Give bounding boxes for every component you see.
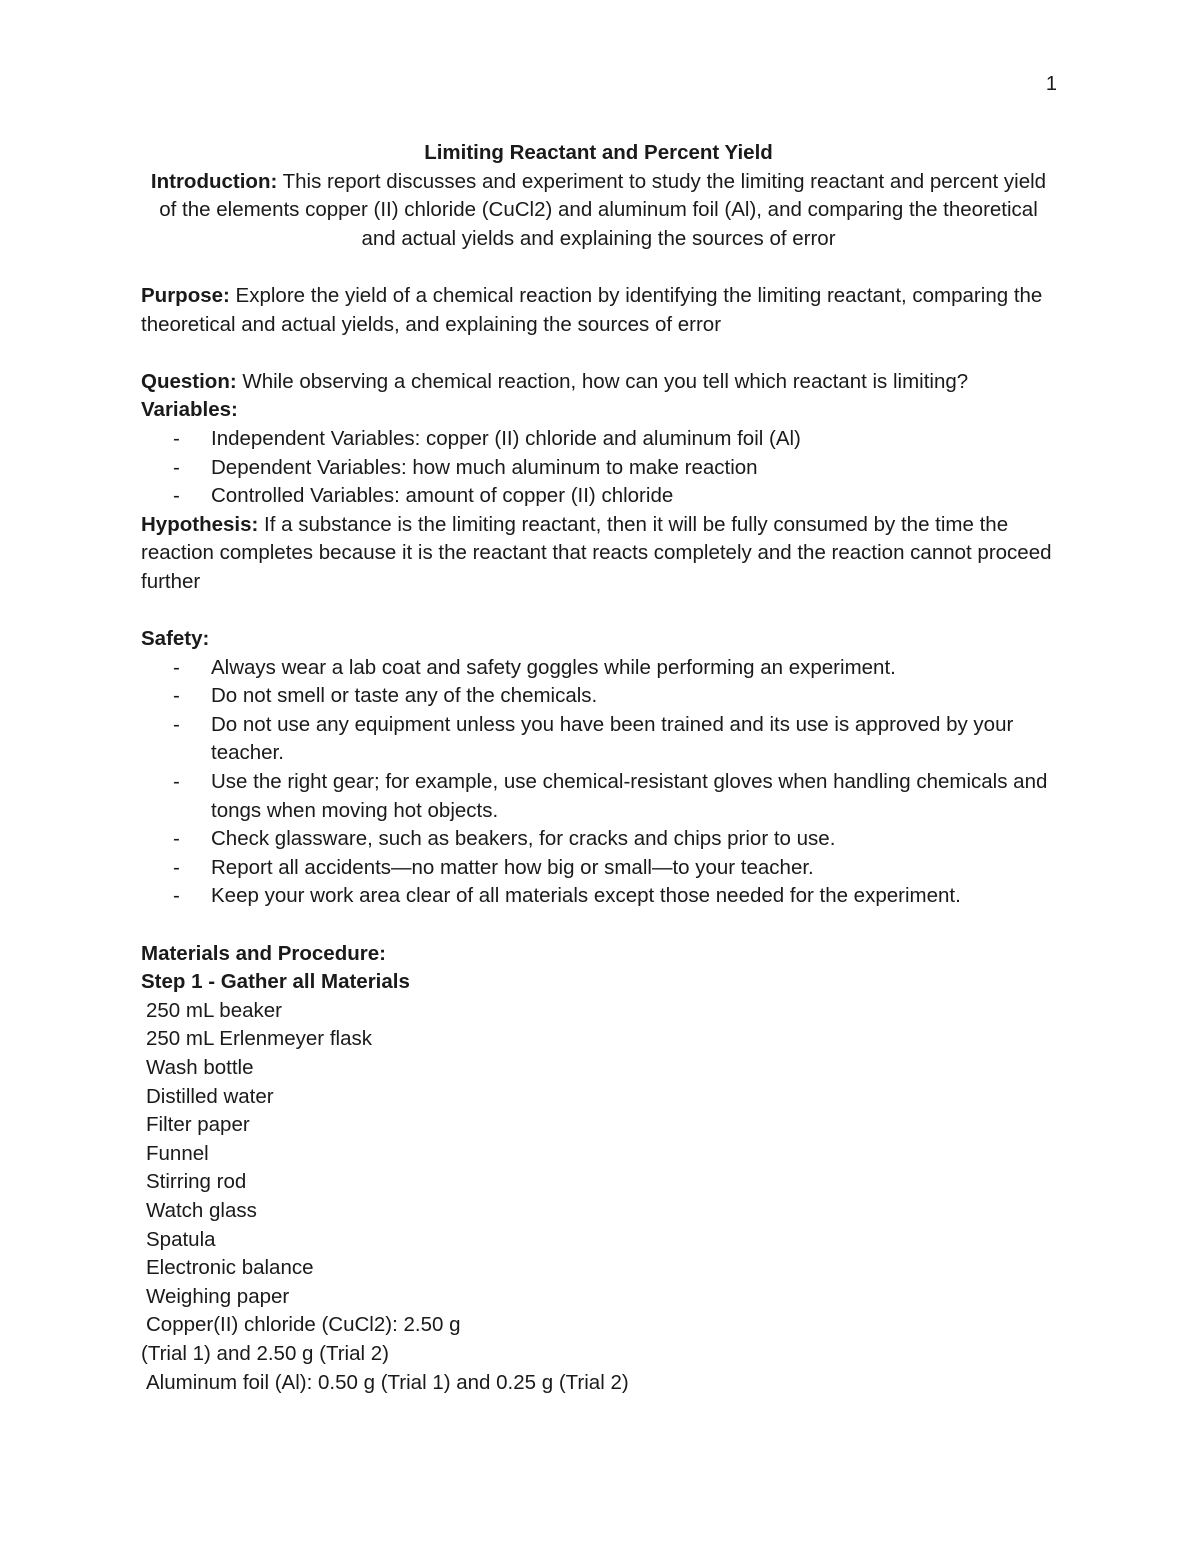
hypothesis-paragraph: [141, 511, 1056, 597]
list-item: Filter paper: [146, 1113, 250, 1137]
question-paragraph: [141, 368, 1056, 397]
document-title: Limiting Reactant and Percent Yield: [424, 141, 773, 164]
list-item: - Dependent Variables: how much aluminum to make reaction: [141, 454, 1056, 483]
list-item: - Controlled Variables: amount of copper (II) chloride: [141, 482, 1056, 511]
document-body: [141, 139, 1056, 1397]
introduction-text: This report discusses and experiment to study the limiting reactant and percent yield of the elements copper (II) chloride (CuCl2) and aluminum foil (Al), and comparing the theoretical and actual yields and explaining the sources of error: [159, 169, 1047, 250]
hypothesis-text: If a substance is the limiting reactant, then it will be fully consumed by the time the reaction completes because it is the reactant that reacts completely and the reaction cannot proceed further: [141, 512, 1052, 593]
variables-list: [141, 425, 1056, 511]
safety-heading: Safety:: [141, 627, 210, 651]
list-item: - Do not smell or taste any of the chemicals.: [141, 682, 1056, 711]
list-item: - Check glassware, such as beakers, for cracks and chips prior to use.: [141, 825, 1056, 854]
materials-list: [141, 997, 1056, 1397]
question-text: While observing a chemical reaction, how can you tell which reactant is limiting?: [236, 369, 969, 393]
list-item: Copper(II) chloride (CuCl2): 2.50 g: [146, 1313, 461, 1337]
materials-heading: Materials and Procedure:: [141, 941, 386, 965]
list-item: - Report all accidents—no matter how big or small—to your teacher.: [141, 854, 1056, 883]
list-item: - Do not use any equipment unless you have been trained and its use is approved by your teacher.: [141, 711, 1056, 768]
list-item: - Keep your work area clear of all materials except those needed for the experiment.: [141, 882, 1056, 911]
list-item-continuation: (Trial 1) and 2.50 g (Trial 2): [141, 1341, 389, 1365]
hypothesis-label: Hypothesis:: [141, 512, 259, 536]
purpose-text: Explore the yield of a chemical reaction by identifying the limiting reactant, comparing the theoretical and actual yields, and explaining the sources of error: [141, 283, 1043, 336]
list-item: Distilled water: [146, 1084, 274, 1108]
step-1-heading: Step 1 - Gather all Materials: [141, 970, 410, 994]
list-item: Weighing paper: [146, 1284, 290, 1308]
list-item: Aluminum foil (Al): 0.50 g (Trial 1) and 0.25 g (Trial 2): [146, 1370, 629, 1394]
purpose-paragraph: [141, 282, 1056, 339]
list-item: Wash bottle: [146, 1056, 254, 1079]
variables-heading: Variables:: [141, 398, 238, 422]
list-item: Spatula: [146, 1227, 216, 1251]
question-label: Question:: [141, 369, 237, 393]
introduction-label: Introduction:: [150, 169, 278, 193]
list-item: Funnel: [146, 1141, 209, 1165]
introduction-paragraph: [141, 168, 1056, 254]
list-item: Electronic balance: [146, 1256, 314, 1280]
list-item: Stirring rod: [146, 1170, 247, 1194]
list-item: - Independent Variables: copper (II) chloride and aluminum foil (Al): [141, 425, 1056, 454]
list-item: Watch glass: [146, 1198, 257, 1222]
list-item: - Use the right gear; for example, use chemical-resistant gloves when handling chemicals and tongs when moving hot objects.: [141, 768, 1056, 825]
safety-list: [141, 654, 1056, 911]
list-item: 250 mL Erlenmeyer flask: [146, 1027, 372, 1051]
purpose-label: Purpose:: [141, 283, 230, 307]
list-item: - Always wear a lab coat and safety goggles while performing an experiment.: [141, 654, 1056, 683]
list-item: 250 mL beaker: [146, 998, 282, 1022]
page-number: 1: [1045, 73, 1057, 95]
